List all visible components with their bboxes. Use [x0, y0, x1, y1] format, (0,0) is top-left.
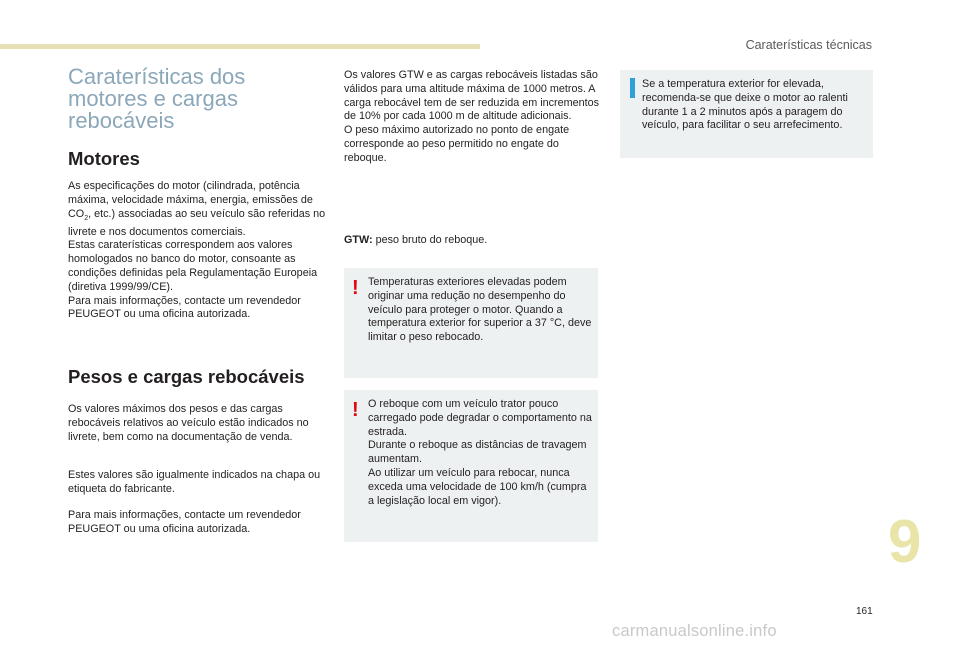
- gtw-label: GTW:: [344, 234, 373, 246]
- pesos-paragraph-2: Estes valores são igualmente indicados na chapa ou etiqueta do fabricante.: [68, 469, 321, 495]
- page-number: 161: [856, 606, 873, 617]
- gtw-paragraph-2: O peso máximo autorizado no ponto de engate corresponde ao peso permitido no engate do reboque.: [344, 124, 570, 164]
- warning-towing-paragraph-1: O reboque com um veículo trator pouco carregado pode degradar o comportamento na estrada.: [368, 398, 592, 438]
- gtw-definition: [344, 234, 600, 248]
- motores-line4: Para mais informações, contacte um revendedor PEUGEOT ou uma oficina autorizada.: [68, 294, 301, 321]
- gtw-definition-text: peso bruto do reboque.: [372, 234, 488, 246]
- watermark: carmanualsonline.info: [612, 622, 777, 640]
- page-title: Caraterísticas dos motores e cargas rebocáveis: [68, 64, 246, 133]
- warning-icon: !: [352, 399, 359, 421]
- gtw-paragraph-1: Os valores GTW e as cargas rebocáveis listadas são válidos para uma altitude máxima de 1000 metros. A carga rebocável tem de ser reduzida em incrementos de 10% por cada 1000 m de altitude adicionais.: [344, 69, 600, 123]
- pesos-paragraph-3: Para mais informações, contacte um revendedor PEUGEOT ou uma oficina autorizada.: [68, 509, 301, 535]
- pesos-paragraph-1: Os valores máximos dos pesos e das cargas rebocáveis relativos ao veículo estão indicados no livrete, bem como na documentação de venda.: [68, 403, 309, 443]
- info-icon: [630, 78, 635, 98]
- pesos-heading: Pesos e cargas rebocáveis: [68, 366, 305, 387]
- info-box-cooling: [620, 70, 873, 158]
- gtw-text: [344, 69, 600, 166]
- header-accent-bar: [0, 44, 480, 49]
- motores-line3: Estas caraterísticas correspondem aos valores homologados no banco do motor, consoante as condições definidas pela Regulamentação Europeia (diretiva 1999/99/CE).: [68, 239, 318, 293]
- chapter-number: 9: [888, 508, 922, 575]
- warning-box-temperature: [344, 268, 598, 378]
- motores-line1: As especificações do motor (cilindrada, potência máxima, velocidade máxima, energia, emissões de CO: [68, 180, 313, 220]
- motores-text: [68, 180, 326, 322]
- warning-box-towing: [344, 390, 598, 542]
- motores-heading: Motores: [68, 148, 140, 169]
- warning-icon: !: [352, 277, 359, 299]
- section-header-title: Caraterísticas técnicas: [745, 38, 872, 52]
- warning-temperature-text: Temperaturas exteriores elevadas podem originar uma redução no desempenho do veículo para proteger o motor. Quando a temperatura exterior for superior a 37 °C, deve limitar o peso rebocado.: [368, 276, 592, 344]
- warning-towing-paragraph-3: Ao utilizar um veículo para rebocar, nunca exceda uma velocidade de 100 km/h (cumpra a legislação local em vigor).: [368, 466, 587, 507]
- info-cooling-text: Se a temperatura exterior for elevada, recomenda-se que deixe o motor ao ralenti durante 1 a 2 minutos após a paragem do veículo, para facilitar o seu arrefecimento.: [642, 78, 848, 132]
- motores-line2: , etc.) associadas ao seu veículo são referidas no livrete e nos documentos comerciais.: [68, 207, 326, 238]
- co2-subscript: 2: [84, 214, 89, 222]
- warning-towing-paragraph-2: Durante o reboque as distâncias de travagem aumentam.: [368, 439, 587, 466]
